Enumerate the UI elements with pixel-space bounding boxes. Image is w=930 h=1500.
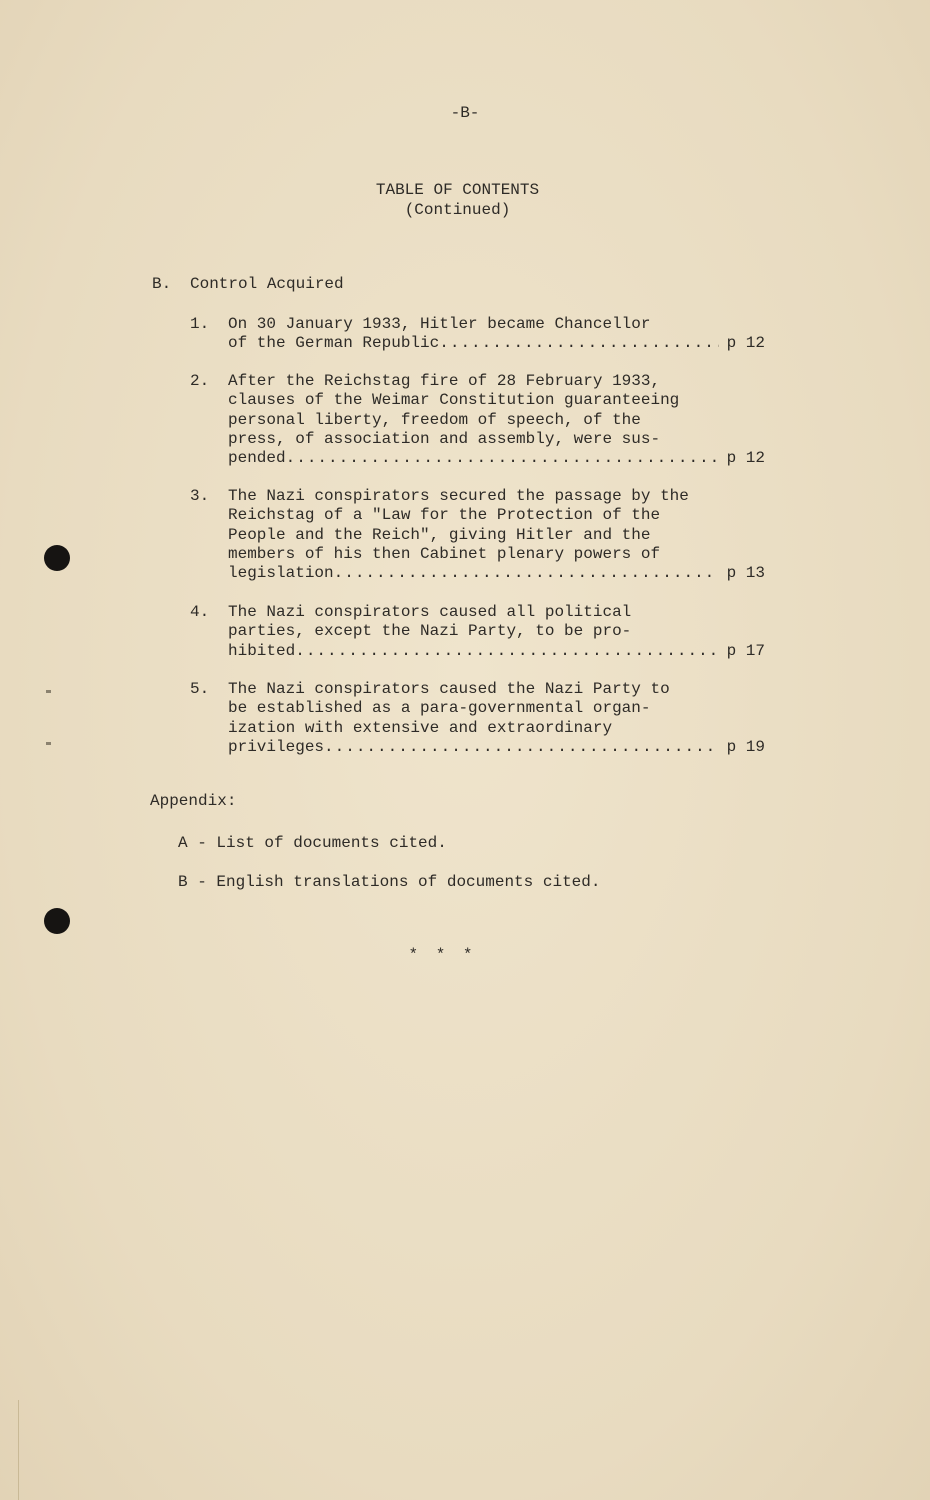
item-line: of the German Republic [228, 334, 440, 353]
dot-leader [334, 564, 719, 583]
item-line: On 30 January 1933, Hitler became Chancellor [228, 315, 651, 333]
section-letter: B. [152, 275, 172, 293]
page-reference: p 17 [726, 641, 765, 660]
contents-heading [0, 180, 915, 220]
item-line: parties, except the Nazi Party, to be pro- [228, 622, 632, 641]
item-line: The Nazi conspirators caused all political [228, 603, 632, 621]
toc-item [190, 372, 765, 468]
item-line: legislation [228, 564, 334, 583]
dot-leader [324, 738, 719, 757]
page-reference: p 12 [726, 449, 765, 468]
item-line: After the Reichstag fire of 28 February 1933, [228, 372, 661, 390]
appendix-entry: A - List of documents cited. [178, 834, 447, 852]
item-number: 1. [190, 315, 210, 333]
item-number: 5. [190, 680, 210, 698]
punch-hole [44, 908, 70, 934]
appendix-label: Appendix: [150, 792, 237, 810]
page-reference: p 12 [726, 334, 765, 353]
item-number: 4. [190, 603, 210, 621]
dot-leader [295, 642, 718, 661]
toc-item [190, 487, 765, 583]
item-line: The Nazi conspirators caused the Nazi Party to [228, 680, 670, 698]
item-line: privileges [228, 737, 325, 756]
item-number: 3. [190, 487, 210, 505]
speck [46, 742, 51, 745]
item-line: members of his then Cabinet plenary powers of [228, 544, 661, 563]
punch-hole [44, 545, 70, 571]
item-line: ization with extensive and extraordinary [228, 718, 613, 737]
item-line: People and the Reich", giving Hitler and the [228, 525, 651, 544]
dot-leader [286, 449, 719, 468]
page-fold [0, 1400, 19, 1500]
toc-item [190, 680, 765, 757]
page-reference: p 13 [726, 564, 765, 583]
closing-asterisks: * * * [408, 946, 477, 964]
page-reference: p 19 [726, 737, 765, 756]
heading-title: TABLE OF CONTENTS [375, 181, 540, 199]
item-line: Reichstag of a "Law for the Protection of the [228, 506, 661, 525]
toc-item [190, 603, 765, 661]
item-line: pended [228, 449, 286, 468]
item-line: clauses of the Weimar Constitution guaranteeing [228, 391, 680, 410]
page-number: -B- [450, 104, 480, 122]
item-line: be established as a para-governmental organ- [228, 699, 651, 718]
toc-item [190, 315, 765, 354]
speck [46, 690, 51, 693]
item-number: 2. [190, 372, 210, 390]
item-line: hibited [228, 641, 296, 660]
section-heading [152, 275, 344, 293]
dot-leader [439, 334, 718, 353]
item-line: The Nazi conspirators secured the passage by the [228, 487, 689, 505]
heading-subtitle: (Continued) [404, 201, 511, 219]
section-title: Control Acquired [190, 275, 344, 293]
appendix-entry: B - English translations of documents cited. [178, 873, 601, 891]
item-line: press, of association and assembly, were sus- [228, 429, 661, 448]
item-line: personal liberty, freedom of speech, of the [228, 410, 641, 429]
